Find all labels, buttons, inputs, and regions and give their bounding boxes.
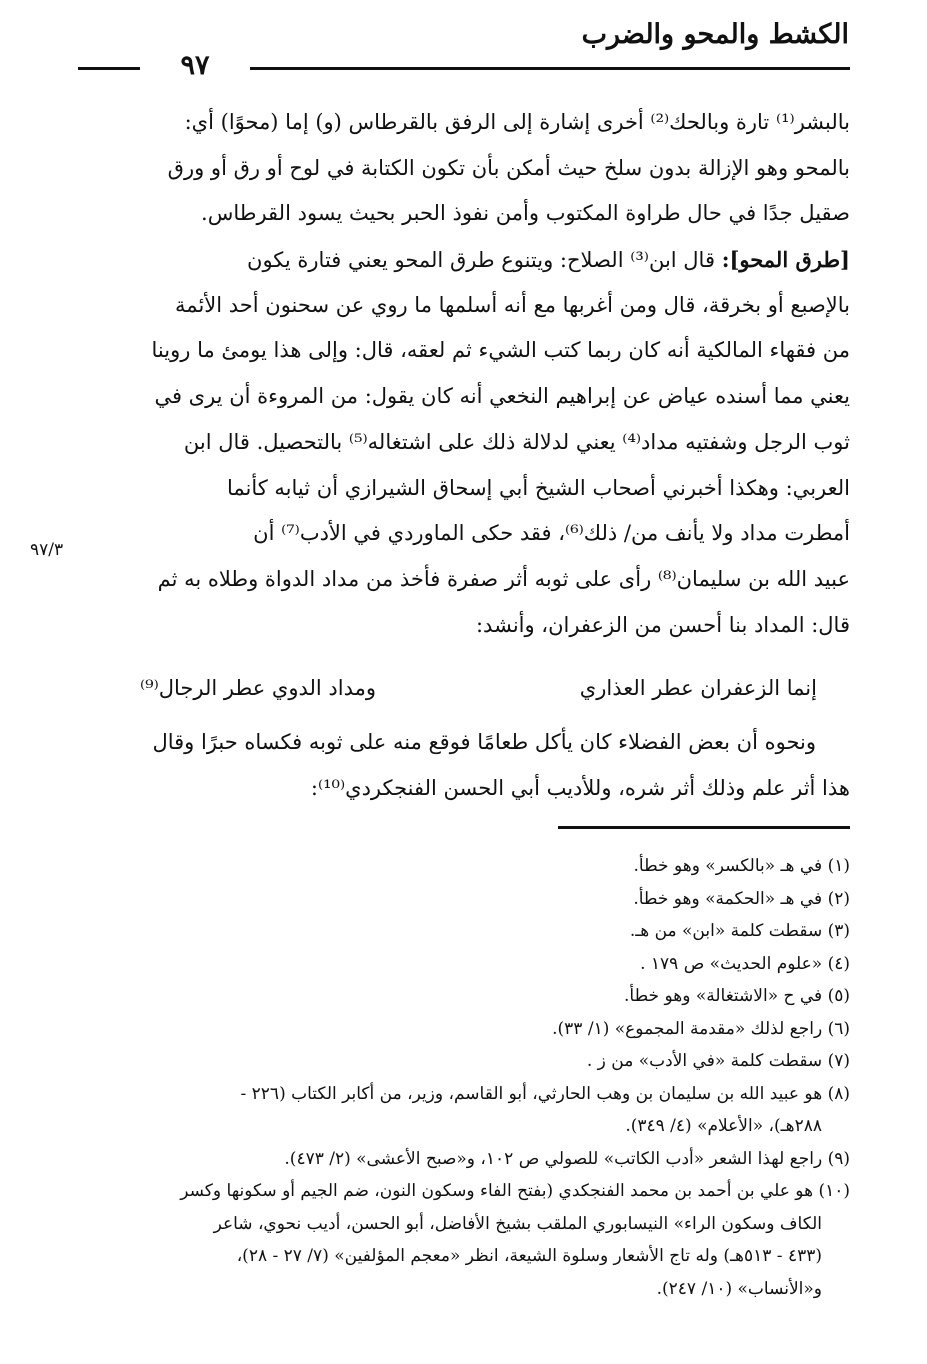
footnote: (٤) «علوم الحديث» ص ١٧٩ . <box>640 953 850 974</box>
text-line: من فقهاء المالكية أنه كان ربما كتب الشيء ثم لعقه، قال: وإلى هذا يومئ ما روينا <box>151 338 850 363</box>
running-title: الكشط والمحو والضرب <box>581 19 849 50</box>
footnote: (٩) راجع لهذا الشعر «أدب الكاتب» للصولي ص ١٠٢، و«صبح الأعشى» (٢/ ٤٧٣). <box>284 1148 850 1169</box>
main-text <box>83 100 850 648</box>
footnote-continuation: الكاف وسكون الراء» النيسابوري الملقب بشيخ الأفاضل، أبو الحسن، أديب نحوي، شاعر <box>213 1213 822 1234</box>
text-line: صقيل جدًا في حال طراوة المكتوب وأمن نفوذ الحبر بحيث يسود القرطاس. <box>201 201 850 226</box>
closing-text <box>83 720 850 811</box>
text-line: بالمحو وهو الإزالة بدون سلخ حيث أمكن بأن تكون الكتابة في لوح أو رق أو ورق <box>167 155 850 180</box>
margin-folio-note: ٩٧/٣ <box>30 540 64 560</box>
text-line: قال: المداد بنا أحسن من الزعفران، وأنشد: <box>475 612 850 637</box>
text-line <box>83 237 850 283</box>
page-number: ٩٧ <box>140 44 250 88</box>
footnote-continuation: ٢٨٨هـ)، «الأعلام» (٤/ ٣٤٩). <box>625 1116 822 1136</box>
text-line: العربي: وهكذا أخبرني أصحاب الشيخ أبي إسحاق الشيرازي أن ثيابه كأنما <box>226 475 850 500</box>
text-run: قال ابن⁽³⁾ الصلاح: ويتنوع طرق المحو يعني فتارة يكون <box>247 248 715 273</box>
footnote-continuation: (٤٣٣ - ٥١٣هـ) وله تاج الأشعار وسلوة الشيعة، انظر «معجم المؤلفين» (٧/ ٢٧ - ٢٨)، <box>236 1246 822 1266</box>
footnotes <box>83 850 850 1305</box>
footnote: (٦) راجع لذلك «مقدمة المجموع» (١/ ٣٣). <box>552 1018 850 1039</box>
footnote: (٧) سقطت كلمة «في الأدب» من ز . <box>586 1051 850 1071</box>
section-term: [طرق المحو]: <box>721 247 850 273</box>
text-line: بالإصبع أو بخرقة، قال ومن أغربها مع أنه أسلمها ما روي عن سحنون أحد الأئمة <box>175 292 850 317</box>
footnote: (١) في هـ «بالكسر» وهو خطأ. <box>633 856 850 876</box>
footnote: (٢) في هـ «الحكمة» وهو خطأ. <box>633 888 850 909</box>
verse-first-hemistich: إنما الزعفران عطر العذاري <box>579 676 817 700</box>
footnote: (٥) في ح «الاشتغالة» وهو خطأ. <box>624 986 850 1006</box>
text-line: بالبشر⁽¹⁾ تارة وبالحك⁽²⁾ أخرى إشارة إلى الرفق بالقرطاس (و) إما (محوًا) أي: <box>184 110 850 134</box>
text-line: يعني مما أسنده عياض عن إبراهيم النخعي أنه كان يقول: من المروءة أن يرى في <box>154 384 850 409</box>
verse-second-hemistich: ومداد الدوي عطر الرجال⁽⁹⁾ <box>140 676 377 700</box>
poetry-verse <box>140 666 817 710</box>
footnote-continuation: و«الأنساب» (١٠/ ٢٤٧). <box>656 1278 822 1299</box>
text-line: عبيد الله بن سليمان⁽⁸⁾ رأى على ثوبه أثر صفرة فأخذ من مداد الدواة وطلاه به ثم <box>157 566 850 591</box>
text-line: ونحوه أن بعض الفضلاء كان يأكل طعامًا فوقع منه على ثوبه فكساه حبرًا وقال <box>152 730 816 754</box>
text-line: ثوب الرجل وشفتيه مداد⁽⁴⁾ يعني لدلالة ذلك على اشتغاله⁽⁵⁾ بالتحصيل. قال ابن <box>183 429 850 454</box>
footnote: (٨) هو عبيد الله بن سليمان بن وهب الحارثي، أبو القاسم، وزير، من أكابر الكتاب (٢٢٦ - <box>240 1083 850 1104</box>
footnote-rule <box>558 826 850 829</box>
text-line: هذا أثر علم وذلك أثر شره، وللأديب أبي الحسن الفنجكردي⁽¹⁰⁾: <box>310 775 850 800</box>
footnote: (١٠) هو علي بن أحمد بن محمد الفنجكدي (بفتح الفاء وسكون النون، ضم الجيم أو سكونها وكسر <box>180 1181 850 1201</box>
text-line: أمطرت مداد ولا يأنف من/ ذلك⁽⁶⁾، فقد حكى الماوردي في الأدب⁽⁷⁾ أن <box>253 521 850 546</box>
footnote: (٣) سقطت كلمة «ابن» من هـ. <box>629 921 850 941</box>
